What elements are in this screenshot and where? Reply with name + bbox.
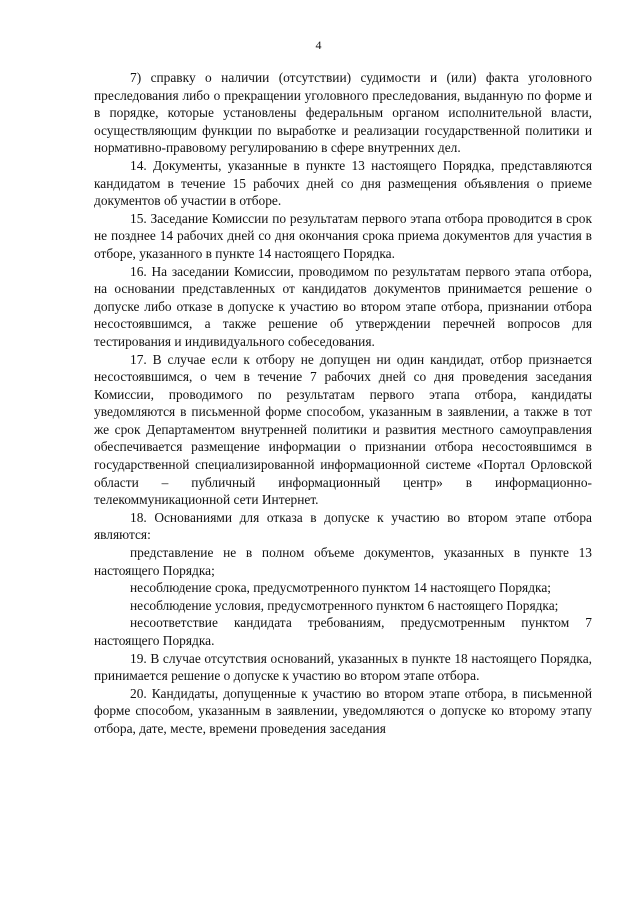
- page-number: 4: [315, 38, 322, 52]
- paragraph-16: 16. На заседании Комиссии, проводимом по результатам первого этапа отбора, на основании представленных от кандидатов документов принимается решение о допуске либо отказе в допуске к участию во втором этапе отбора, признании отбора несостоявшимся, а также решение об утверждении перечней вопросов для тестирования и индивидуального собеседования.: [94, 263, 592, 349]
- list-item-deadline-violation: несоблюдение срока, предусмотренного пунктом 14 настоящего Порядка;: [130, 580, 551, 596]
- paragraph-18: 18. Основаниями для отказа в допуске к участию во втором этапе отбора являются:: [94, 509, 592, 543]
- paragraph-17: 17. В случае если к отбору не допущен ни один кандидат, отбор признается несостоявшимся, о чем в течение 7 рабочих дней со дня проведения заседания Комиссии, проводимого по результатам первого этапа отбора, кандидаты уведомляются в письменной форме способом, указанным в заявлении, а также в тот же срок Департаментом внутренней политики и развития местного самоуправления обеспечивается размещение информации о признании отбора несостоявшимся в государственной специализированной информационной системе «Портал Орловской области – публичный информационный центр» в информационно-телекоммуникационной сети Интернет.: [94, 351, 592, 508]
- list-item-condition-violation: несоблюдение условия, предусмотренного пунктом 6 настоящего Порядка;: [130, 597, 559, 613]
- paragraph-20: 20. Кандидаты, допущенные к участию во втором этапе отбора, в письменной форме способом, указанным в заявлении, уведомляются о допуске ко второму этапу отбора, дате, месте, времени проведения заседания: [94, 685, 592, 736]
- paragraph-14: 14. Документы, указанные в пункте 13 настоящего Порядка, представляются кандидатом в течение 15 рабочих дней со дня размещения объявления о приеме документов об участии в отборе.: [94, 157, 592, 209]
- list-item-requirements-mismatch: несоответствие кандидата требованиям, предусмотренным пунктом 7 настоящего Порядка.: [94, 615, 592, 648]
- paragraph-19: 19. В случае отсутствия оснований, указанных в пункте 18 настоящего Порядка, принимается решение о допуске к участию во втором этапе отбора.: [94, 650, 592, 684]
- document-body: [94, 69, 592, 738]
- list-item-incomplete-documents: представление не в полном объеме документов, указанных в пункте 13 настоящего Порядка;: [94, 545, 592, 578]
- paragraph-item-7: 7) справку о наличии (отсутствии) судимости и (или) факта уголовного преследования либо о прекращении уголовного преследования, выданную по форме и в порядке, которые установлены федеральным органом исполнительной власти, осуществляющим функции по выработке и реализации государственной политики и нормативно-правовому регулированию в сфере внутренних дел.: [94, 70, 592, 156]
- paragraph-15: 15. Заседание Комиссии по результатам первого этапа отбора проводится в срок не позднее 14 рабочих дней со дня окончания срока приема документов для участия в отборе, указанного в пункте 14 настоящего Порядка.: [94, 210, 592, 261]
